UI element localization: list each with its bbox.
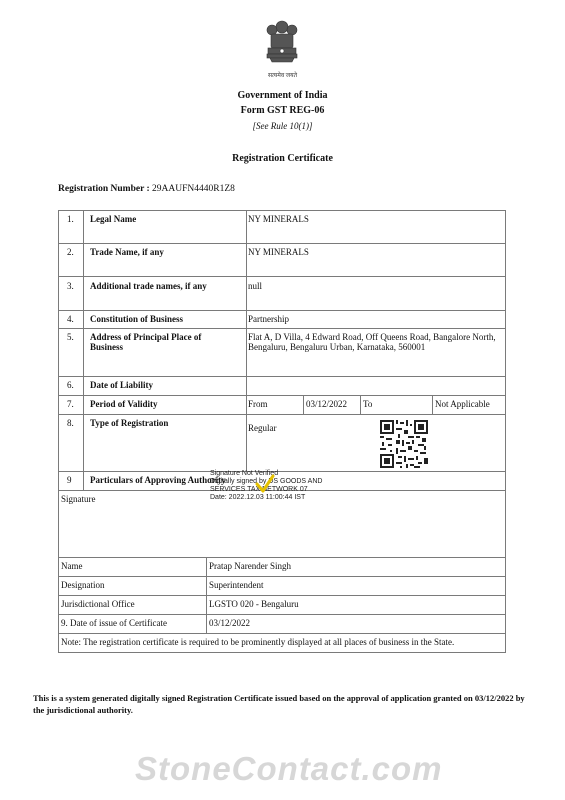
signature-signer-cont: SERVICES TAX NETWORK 07 — [210, 486, 308, 493]
jurisdictional-office-label: Jurisdictional Office — [61, 599, 135, 609]
row-number: 3. — [67, 281, 74, 291]
rule-reference: [See Rule 10(1)] — [252, 121, 313, 131]
trade-name-label: Trade Name, if any — [90, 247, 164, 257]
qr-code-icon — [380, 420, 428, 468]
name-label: Name — [61, 561, 83, 571]
issue-date-label: 9. Date of issue of Certificate — [61, 618, 167, 628]
signature-label: Signature — [61, 494, 96, 504]
row-number: 8. — [67, 418, 74, 428]
footer-statement: This is a system generated digitally signed Registration Certificate issued based on the approval of application granted on 03/12/2022 by the jurisdictional authority. — [33, 693, 525, 715]
registration-number-value: 29AAUFN4440R1Z8 — [152, 184, 235, 194]
additional-trade-names-label: Additional trade names, if any — [90, 281, 207, 291]
row-number: 5. — [67, 332, 74, 342]
address-value: Flat A, D Villa, 4 Edward Road, Off Queens Road, Bangalore North, Bengaluru, Bengaluru Urban, Karnataka, 560001 — [248, 332, 496, 352]
display-note: Note: The registration certificate is required to be prominently displayed at all places of business in the State. — [61, 637, 455, 647]
government-title: Government of India — [237, 90, 328, 101]
row-number: 2. — [67, 247, 74, 257]
constitution-value: Partnership — [248, 314, 289, 324]
row-number: 9 — [67, 475, 72, 485]
designation-label: Designation — [61, 580, 105, 590]
registration-type-value: Regular — [248, 423, 277, 433]
emblem-motto: सत्यमेव जयते — [267, 73, 298, 79]
trade-name-value: NY MINERALS — [248, 247, 309, 257]
form-title: Form GST REG-06 — [240, 105, 325, 116]
validity-from-label: From — [248, 399, 268, 409]
row-number: 1. — [67, 214, 74, 224]
validity-to-value: Not Applicable — [435, 399, 490, 409]
validity-to-label: To — [363, 399, 373, 409]
constitution-label: Constitution of Business — [90, 314, 184, 324]
issue-date-value: 03/12/2022 — [209, 618, 251, 628]
legal-name-label: Legal Name — [90, 214, 137, 224]
registration-type-label: Type of Registration — [90, 418, 169, 428]
legal-name-value: NY MINERALS — [248, 214, 309, 224]
designation-value: Superintendent — [209, 580, 264, 590]
verification-tick-icon — [254, 473, 276, 495]
name-value: Pratap Narender Singh — [209, 561, 291, 571]
row-number: 6. — [67, 380, 74, 390]
certificate-title: Registration Certificate — [232, 153, 333, 164]
site-watermark: StoneContact.com — [135, 750, 443, 787]
signature-signer: Digitally signed by DS GOODS AND — [210, 478, 323, 485]
approving-authority-label: Particulars of Approving Authority — [90, 475, 226, 485]
date-of-liability-label: Date of Liability — [90, 380, 153, 390]
registration-number-label: Registration Number : — [58, 184, 150, 194]
address-label: Address of Principal Place of Business — [90, 332, 202, 352]
row-number: 7. — [67, 399, 74, 409]
validity-label: Period of Validity — [90, 399, 158, 409]
signature-date: Date: 2022.12.03 11:00:44 IST — [210, 494, 306, 501]
validity-from-value: 03/12/2022 — [306, 399, 348, 409]
national-emblem-icon — [262, 18, 302, 72]
jurisdictional-office-value: LGSTO 020 - Bengaluru — [209, 599, 299, 609]
registration-table — [58, 210, 506, 653]
registration-number — [58, 184, 235, 194]
row-number: 4. — [67, 314, 74, 324]
additional-trade-names-value: null — [248, 281, 263, 291]
signature-status: Signature Not Verified — [210, 470, 279, 477]
